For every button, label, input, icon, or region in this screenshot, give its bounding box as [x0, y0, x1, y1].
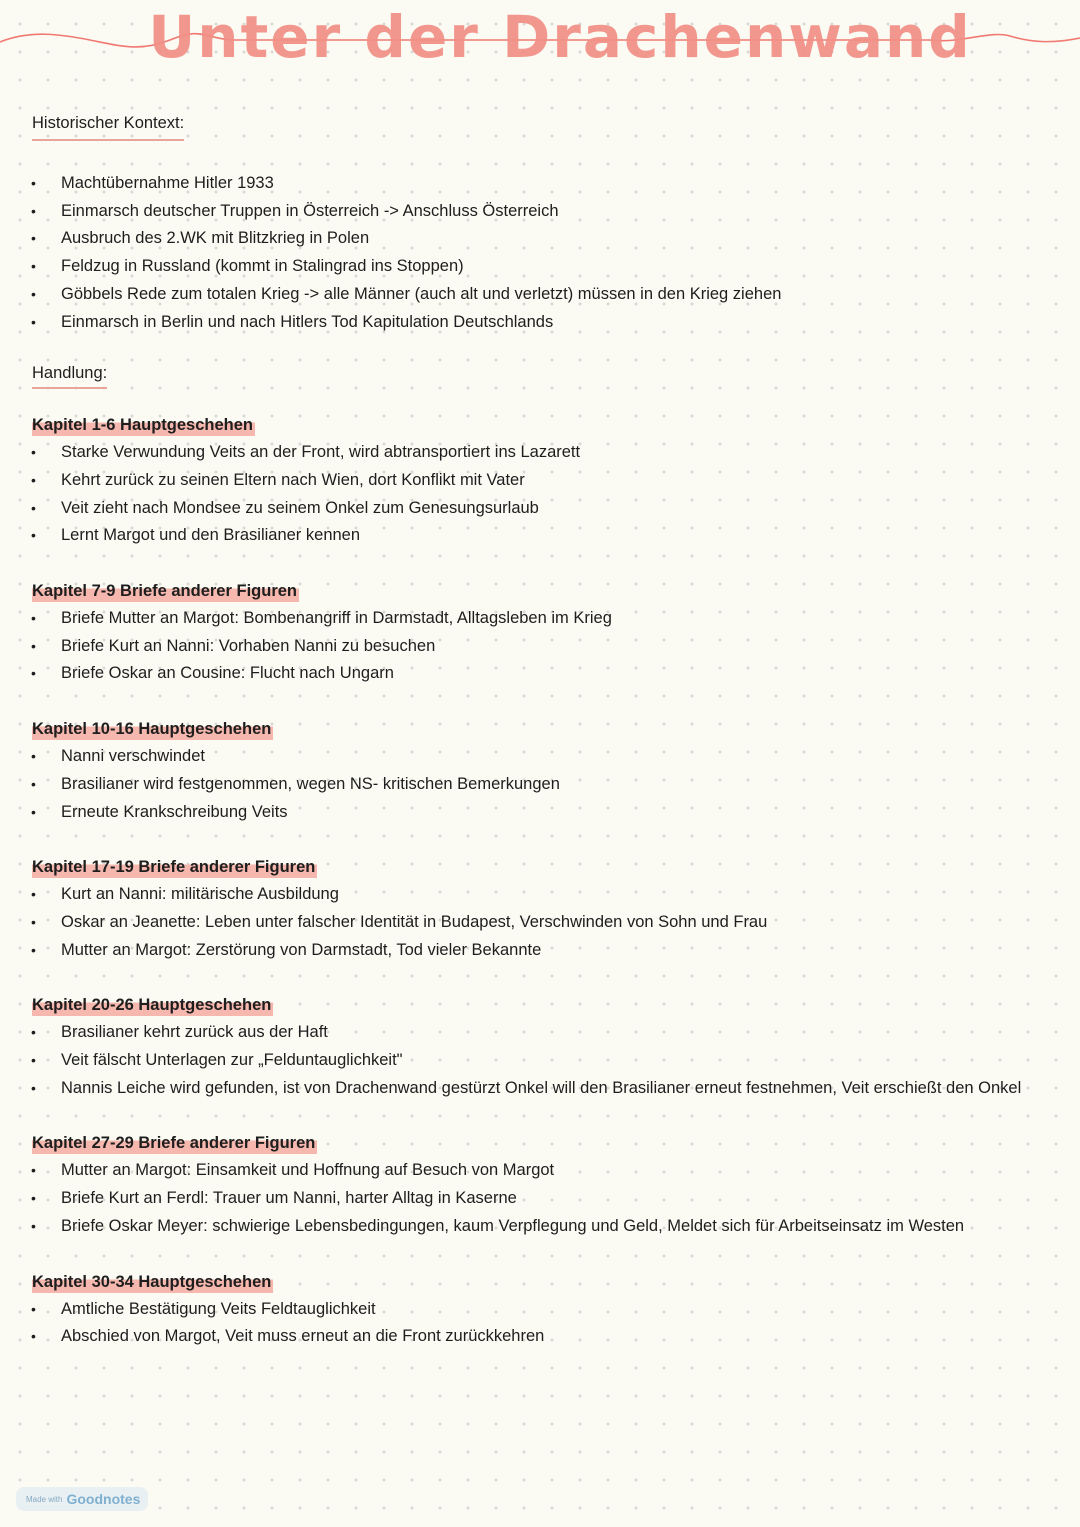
bullet: • — [31, 748, 36, 765]
title-banner — [0, 0, 1080, 80]
bullet: • — [31, 1217, 36, 1234]
bullet: • — [31, 230, 36, 247]
bullet: • — [31, 1190, 36, 1207]
document-body — [0, 114, 1080, 1379]
list-item: • Briefe Kurt an Ferdl: Trauer um Nanni, harter Alltag in Kaserne — [0, 1185, 1080, 1213]
historical-list — [0, 170, 1080, 336]
list-item: • Briefe Kurt an Nanni: Vorhaben Nanni zu besuchen — [0, 633, 1080, 661]
bullet: • — [31, 886, 36, 903]
list-item: • Brasilianer kehrt zurück aus der Haft — [0, 1019, 1080, 1047]
chapter-title: Kapitel 10-16 Hauptgeschehen — [32, 716, 273, 743]
list-item: • Einmarsch in Berlin und nach Hitlers Tod Kapitulation Deutschlands — [0, 309, 1080, 337]
list-item: • Nanni verschwindet — [0, 743, 1080, 771]
list-item: • Ausbruch des 2.WK mit Blitzkrieg in Polen — [0, 225, 1080, 253]
chapter-section — [0, 716, 1080, 826]
chapter-title: Kapitel 20-26 Hauptgeschehen — [32, 992, 273, 1019]
list-item: • Nannis Leiche wird gefunden, ist von Drachenwand gestürzt Onkel will den Brasilianer erneut festnehmen, Veit erschießt den Onkel — [0, 1075, 1080, 1103]
chapter-section — [0, 412, 1080, 550]
list-item: • Amtliche Bestätigung Veits Feldtauglichkeit — [0, 1296, 1080, 1324]
bullet: • — [31, 1162, 36, 1179]
page-title: Unter der Drachenwand — [148, 3, 972, 71]
list-item: • Abschied von Margot, Veit muss erneut an die Front zurückkehren — [0, 1323, 1080, 1351]
list-item: • Göbbels Rede zum totalen Krieg -> alle Männer (auch alt und verletzt) müssen in den Krieg ziehen — [0, 281, 1080, 309]
chapter-title: Kapitel 1-6 Hauptgeschehen — [32, 412, 255, 439]
chapter-title: Kapitel 30-34 Hauptgeschehen — [32, 1269, 273, 1296]
chapter-section — [0, 1269, 1080, 1351]
bullet: • — [31, 1300, 36, 1317]
list-item: • Erneute Krankschreibung Veits — [0, 799, 1080, 827]
goodnotes-logo: Goodnotes — [66, 1491, 141, 1507]
chapter-section — [0, 1130, 1080, 1240]
chapter-title: Kapitel 7-9 Briefe anderer Figuren — [32, 578, 299, 605]
list-item: • Veit fälscht Unterlagen zur „Felduntauglichkeit" — [0, 1047, 1080, 1075]
bullet: • — [31, 1024, 36, 1041]
chapter-title: Kapitel 17-19 Briefe anderer Figuren — [32, 854, 317, 881]
bullet: • — [31, 941, 36, 958]
list-item: • Briefe Mutter an Margot: Bombenangriff in Darmstadt, Alltagsleben im Krieg — [0, 605, 1080, 633]
bullet: • — [31, 285, 36, 302]
list-item: • Lernt Margot und den Brasilianer kennen — [0, 522, 1080, 550]
bullet: • — [31, 527, 36, 544]
bullet: • — [31, 1052, 36, 1069]
plot-heading-block — [0, 364, 1080, 412]
list-item: • Kehrt zurück zu seinen Eltern nach Wien, dort Konflikt mit Vater — [0, 467, 1080, 495]
bullet: • — [31, 665, 36, 682]
plot-heading: Handlung: — [32, 364, 107, 389]
bullet: • — [31, 913, 36, 930]
historical-heading: Historischer Kontext: — [32, 114, 184, 141]
bullet: • — [31, 803, 36, 820]
bullet: • — [31, 471, 36, 488]
chapter-title: Kapitel 27-29 Briefe anderer Figuren — [32, 1130, 317, 1157]
bullet: • — [31, 637, 36, 654]
historical-heading-block — [0, 114, 1080, 162]
made-with-label: Made with — [26, 1494, 63, 1504]
list-item: • Briefe Oskar an Cousine: Flucht nach Ungarn — [0, 660, 1080, 688]
chapter-section — [0, 578, 1080, 688]
bullet: • — [31, 1079, 36, 1096]
list-item: • Kurt an Nanni: militärische Ausbildung — [0, 881, 1080, 909]
chapter-section — [0, 992, 1080, 1102]
bullet: • — [31, 258, 36, 275]
list-item: • Mutter an Margot: Einsamkeit und Hoffnung auf Besuch von Margot — [0, 1157, 1080, 1185]
bullet: • — [31, 775, 36, 792]
list-item: • Brasilianer wird festgenommen, wegen NS- kritischen Bemerkungen — [0, 771, 1080, 799]
list-item: • Mutter an Margot: Zerstörung von Darmstadt, Tod vieler Bekannte — [0, 937, 1080, 965]
list-item: • Starke Verwundung Veits an der Front, wird abtransportiert ins Lazarett — [0, 439, 1080, 467]
list-item: • Einmarsch deutscher Truppen in Österreich -> Anschluss Österreich — [0, 198, 1080, 226]
bullet: • — [31, 499, 36, 516]
list-item: • Machtübernahme Hitler 1933 — [0, 170, 1080, 198]
list-item: • Feldzug in Russland (kommt in Stalingrad ins Stoppen) — [0, 253, 1080, 281]
list-item: • Veit zieht nach Mondsee zu seinem Onkel zum Genesungsurlaub — [0, 495, 1080, 523]
bullet: • — [31, 313, 36, 330]
bullet: • — [31, 202, 36, 219]
goodnotes-badge[interactable] — [16, 1487, 148, 1511]
chapter-section — [0, 854, 1080, 964]
list-item: • Briefe Oskar Meyer: schwierige Lebensbedingungen, kaum Verpflegung und Geld, Meldet sich für Arbeitseinsatz im Westen — [0, 1213, 1080, 1241]
bullet: • — [31, 1328, 36, 1345]
bullet: • — [31, 610, 36, 627]
bullet: • — [31, 175, 36, 191]
bullet: • — [31, 444, 36, 461]
list-item: • Oskar an Jeanette: Leben unter falscher Identität in Budapest, Verschwinden von Sohn und Frau — [0, 909, 1080, 937]
